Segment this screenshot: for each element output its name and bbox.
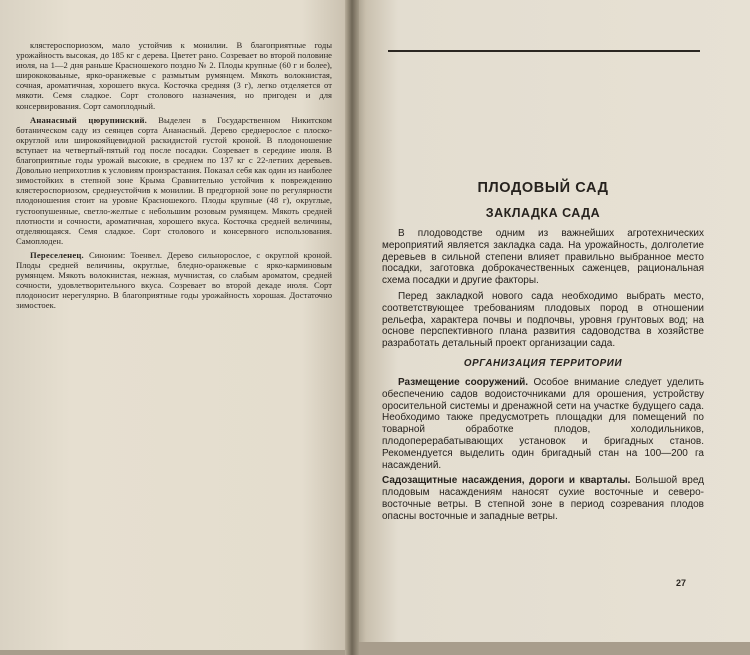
right-paragraph-4: Садозащитные насаждения, дороги и кварталы. Большой вред плодовым насаждениям наносят сухие восточные и северо-восточные ветры. В степной зоне в период созревания плодов опасны восточные и западные ветры.: [382, 475, 704, 522]
book-gutter: [345, 0, 359, 655]
subsection-title: ОРГАНИЗАЦИЯ ТЕРРИТОРИИ: [463, 357, 623, 369]
right-paragraph-3: Размещение сооружений. Особое внимание следует уделить обеспечению садов водоисточниками для орошения, устройству оросительной системы и дренажной сети на участке будущего сада. Необходимо также предусмотреть площадки для помещений по товарной обработке плодов, холодильников, плодоперерабатывающих установок и бригадных станов. Рекомендуется выделить один бригадный стан на 100—200 га насаждений.: [382, 376, 704, 471]
variety-name-ananasny: Ананасный цюрупинский.: [30, 114, 147, 125]
chapter-title: ПЛОДОВЫЙ САД: [477, 180, 609, 196]
variety-name-pereselenets: Переселенец.: [30, 249, 84, 260]
paragraph-3-heading: Размещение сооружений.: [398, 376, 529, 388]
right-paragraph-1: В плодоводстве одним из важнейших агротехнических мероприятий является закладка сада. На урожайность, долголетие деревьев в сильной степени влияет правильно выбранное место посадки, заготовка доброкачественных саженцев, рациональная схема посадки и другие факторы.: [382, 228, 704, 287]
page-number: 27: [676, 578, 687, 588]
header-rule: [388, 50, 700, 52]
left-paragraph-2: Ананасный цюрупинский. Выделен в Государственном Никитском ботаническом саду из сеянцев сорта Ананасный. Дерево среднерослое с плоско-округлой или широкояйцевидной раскидистой густой кроной. В плодоношение вступает на четвертый-пятый год после посадки. Созревает в середине июля. В благоприятные годы урожай высокие, в среднем по 137 кг с 22-летних деревьев. Довольно неприхотлив к условиям произрастания. Показал себя как один из наиболее зимостойких в степной зоне Крыма Сравнительно устойчив к повреждению клястероспориозом, среднеустойчив к монилии. В предгорной зоне по регулярности плодоношения стоит на уровне Красношекого. Плоды крупные (48 г), округлые, густоопушенные, светло-желтые с небольшим розовым румянцем. Мякоть средней плотности и сочности, ароматичная, хорошего вкуса. Косточка средней величины, отделяющаяся. Семя сладкое. Сорт столового и консервного использования. Самоплоден.: [16, 114, 332, 246]
section-title: ЗАКЛАДКА САДА: [485, 206, 601, 220]
left-paragraph-3: Переселенец. Синоним: Тоенвел. Дерево сильнорослое, с округлой кроной. Плоды средней величины, округлые, бледно-оранжевые с ярко-карминовым румянцем. Мякоть волокнистая, нежная, мучнистая, со слабым ароматом, средней сочности, удовлетворительного вкуса. Созревает во второй декаде июля. Сорт плодоносит нерегулярно. В благоприятные годы урожайность хорошая. Достаточно зимостоек.: [16, 249, 333, 311]
left-paragraph-1: клястероспориозом, мало устойчив к монилии. В благоприятные годы урожайность высокая, до 185 кг с дерева. Цветет рано. Созревает во второй половине июля, на 1—2 дня раньше Красношекого поздно № 2. Плоды крупные (60 г и более), ширококоваьные, ярко-оранжевые с размытым румянцем. Мякоть волокнистая, сочная, ароматичная, хорошего вкуса. Косточка средняя (3 г), легко отделяется от мякоти. Семя сладкое. Сорт столового назначения, но пригоден и для консервирования. Сорт самоплодный.: [16, 40, 332, 111]
right-paragraph-2: Перед закладкой нового сада необходимо выбрать место, соответствующее требованиям плодовых пород в отношении рельефа, характера почвы и подпочвы, уровня грунтовых вод; на основе перспективного плана развития садоводства в хозяйстве разработать детальный проект организации сада.: [382, 290, 704, 350]
left-page: [0, 0, 355, 650]
left-page-text: [16, 40, 332, 310]
paragraph-4-heading: Садозащитные насаждения, дороги и кварталы.: [382, 475, 631, 487]
right-page-content: [382, 180, 704, 523]
